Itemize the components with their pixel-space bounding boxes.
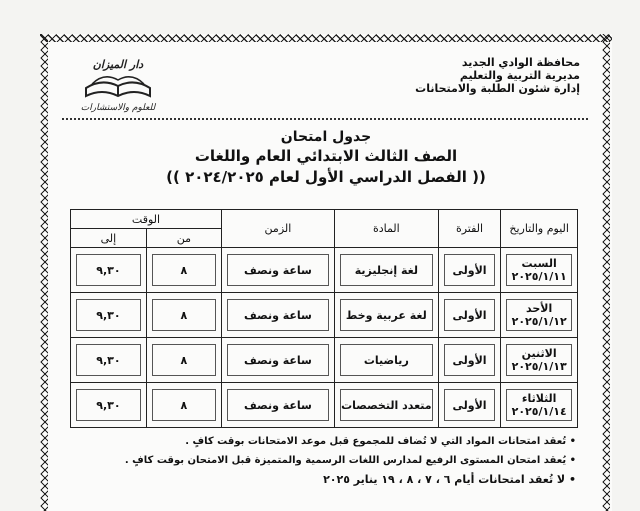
title-line-3: (( الفصل الدراسي الأول لعام ٢٠٢٤/٢٠٢٥ ))	[166, 168, 486, 186]
cell-duration: ساعة ونصف	[221, 383, 334, 428]
header-subject: المادة	[334, 210, 438, 248]
cell-from: ٨	[146, 383, 221, 428]
cell-duration: ساعة ونصف	[221, 248, 334, 293]
cell-to: ٩,٣٠	[71, 293, 147, 338]
header-line-governorate: محافظة الوادي الجديد	[461, 56, 580, 69]
cell-day: الأحد ٢٠٢٥/١/١٢	[501, 293, 578, 338]
table-row	[71, 383, 578, 428]
title-line-1: جدول امتحان	[280, 129, 372, 145]
logo-bottom-text: للعلوم والاستشارات	[80, 103, 156, 113]
title-line-2: الصف الثالث الابتدائي العام واللغات	[194, 147, 458, 165]
cell-duration: ساعة ونصف	[221, 293, 334, 338]
cell-subject: لغة إنجليزية	[334, 248, 438, 293]
cell-day: الثلاثاء ٢٠٢٥/١/١٤	[501, 383, 578, 428]
cell-from: ٨	[146, 248, 221, 293]
book-logo-icon	[68, 50, 168, 114]
table-row	[71, 248, 578, 293]
note-item: • يُعقد امتحان المستوى الرفيع لمدارس اللغات الرسمية والمتميزة قبل الامتحان بوقت كافٍ .	[125, 451, 576, 470]
header-line-directorate: مديرية التربية والتعليم	[459, 69, 580, 82]
note-item: • تُعقد امتحانات المواد التي لا تُضاف للمجموع قبل موعد الامتحانات بوقت كافٍ .	[125, 432, 576, 451]
header-divider	[62, 118, 588, 120]
header-duration: الزمن	[221, 210, 334, 248]
cell-period: الأولى	[438, 293, 501, 338]
logo-top-text: دار الميزان	[92, 58, 144, 71]
header-time: الوقت	[71, 210, 222, 229]
exam-schedule-sheet	[40, 34, 612, 511]
table-row	[71, 338, 578, 383]
logo	[68, 50, 168, 114]
exam-table	[70, 209, 578, 428]
header-day: اليوم والتاريخ	[501, 210, 578, 248]
schedule-title	[40, 128, 612, 188]
border-left	[40, 34, 50, 511]
cell-day: الاثنين ٢٠٢٥/١/١٣	[501, 338, 578, 383]
authority-header	[415, 56, 580, 95]
header-from: من	[146, 229, 221, 248]
border-right	[602, 34, 612, 511]
border-top	[40, 34, 612, 44]
table-header-row	[71, 210, 578, 229]
cell-subject: رياضيات	[334, 338, 438, 383]
header-line-administration: إدارة شئون الطلبة والامتحانات	[415, 82, 580, 95]
cell-to: ٩,٣٠	[71, 248, 147, 293]
header-period: الفترة	[438, 210, 501, 248]
cell-subject: لغة عربية وخط	[334, 293, 438, 338]
cell-duration: ساعة ونصف	[221, 338, 334, 383]
table-row	[71, 293, 578, 338]
cell-period: الأولى	[438, 383, 501, 428]
cell-period: الأولى	[438, 338, 501, 383]
cell-from: ٨	[146, 338, 221, 383]
cell-to: ٩,٣٠	[71, 383, 147, 428]
note-item: • لا تُعقد امتحانات أيام ٦ ، ٧ ، ٨ ، ١٩ يناير ٢٠٢٥	[125, 470, 576, 489]
cell-subject: متعدد التخصصات	[334, 383, 438, 428]
cell-period: الأولى	[438, 248, 501, 293]
cell-from: ٨	[146, 293, 221, 338]
cell-day: السبت ٢٠٢٥/١/١١	[501, 248, 578, 293]
header-to: إلى	[71, 229, 147, 248]
notes-list	[125, 432, 576, 489]
cell-to: ٩,٣٠	[71, 338, 147, 383]
